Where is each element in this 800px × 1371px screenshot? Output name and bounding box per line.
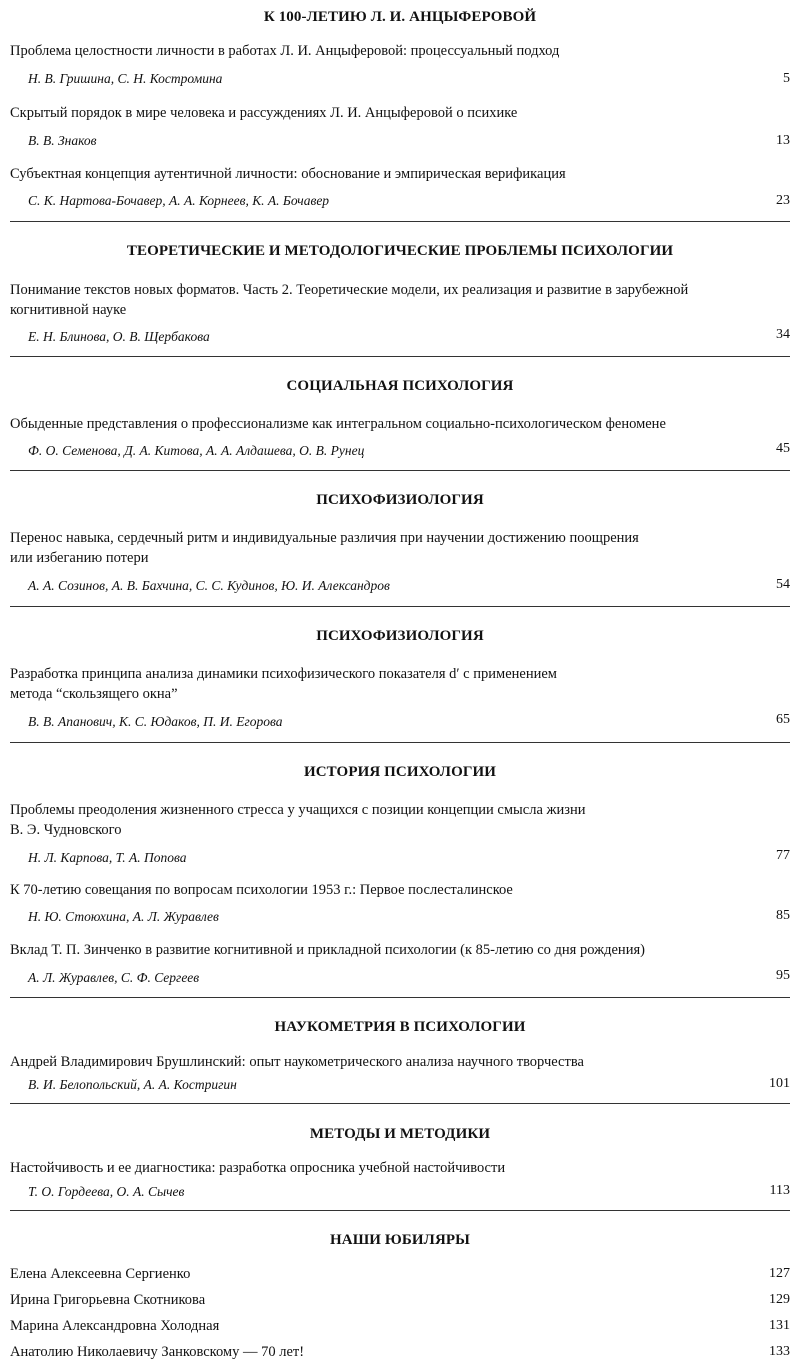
article-authors: Н. Ю. Стоюхина, А. Л. Журавлев: [28, 909, 219, 924]
page-number: 95: [776, 968, 790, 983]
page-number: 34: [776, 327, 790, 342]
page-number: 131: [769, 1318, 790, 1333]
article-title[interactable]: Понимание текстов новых форматов. Часть 2. Теоретические модели, их реализация и развитие в зарубежной: [10, 282, 689, 298]
article-title[interactable]: Перенос навыка, сердечный ритм и индивидуальные различия при научении достижению поощрения: [10, 530, 639, 546]
section-heading: ИСТОРИЯ ПСИХОЛОГИИ: [303, 764, 497, 780]
article-title[interactable]: Обыденные представления о профессионализме как интегральном социально-психологическом феномене: [10, 416, 666, 432]
section-divider: [10, 997, 790, 998]
article-title[interactable]: Проблемы преодоления жизненного стресса у учащихся с позиции концепции смысла жизни: [10, 802, 586, 818]
article-title[interactable]: Скрытый порядок в мире человека и рассуждениях Л. И. Анцыферовой о психике: [10, 105, 518, 121]
section-divider: [10, 1103, 790, 1104]
article-authors: Н. Л. Карпова, Т. А. Попова: [28, 850, 187, 865]
article-title[interactable]: Андрей Владимирович Брушлинский: опыт наукометрического анализа научного творчества: [10, 1054, 584, 1070]
article-authors: Ф. О. Семенова, Д. А. Китова, А. А. Алдашева, О. В. Рунец: [28, 443, 365, 458]
page-number: 77: [776, 848, 790, 863]
jubilee-name[interactable]: Ирина Григорьевна Скотникова: [10, 1292, 206, 1308]
article-authors: Т. О. Гордеева, О. А. Сычев: [28, 1184, 185, 1199]
article-title[interactable]: Проблема целостности личности в работах Л. И. Анцыферовой: процессуальный подход: [10, 43, 560, 59]
article-title[interactable]: Субъектная концепция аутентичной личности: обоснование и эмпирическая верификация: [10, 166, 566, 182]
jubilee-name[interactable]: Анатолию Николаевичу Занковскому — 70 лет!: [10, 1344, 305, 1360]
page-number: 45: [776, 441, 790, 456]
article-title-continued[interactable]: когнитивной науке: [10, 302, 127, 318]
section-heading: К 100-ЛЕТИЮ Л. И. АНЦЫФЕРОВОЙ: [263, 9, 537, 25]
page-number: 65: [776, 712, 790, 727]
section-heading: НАУКОМЕТРИЯ В ПСИХОЛОГИИ: [274, 1019, 526, 1035]
section-heading: ПСИХОФИЗИОЛОГИЯ: [316, 492, 484, 508]
page-number: 127: [769, 1266, 790, 1281]
section-heading: ПСИХОФИЗИОЛОГИЯ: [316, 628, 484, 644]
article-authors: С. К. Нартова-Бочавер, А. А. Корнеев, К. А. Бочавер: [28, 193, 330, 208]
section-divider: [10, 221, 790, 222]
section-heading: НАШИ ЮБИЛЯРЫ: [330, 1232, 470, 1248]
article-authors: В. В. Апанович, К. С. Юдаков, П. И. Егорова: [28, 714, 283, 729]
page-number: 101: [769, 1076, 790, 1091]
page-number: 23: [776, 193, 790, 208]
page-number: 5: [783, 71, 790, 86]
article-authors: А. А. Созинов, А. В. Бахчина, С. С. Кудинов, Ю. И. Александров: [28, 578, 390, 593]
article-title-continued[interactable]: или избеганию потери: [10, 550, 149, 566]
section-divider: [10, 606, 790, 607]
jubilee-name[interactable]: Елена Алексеевна Сергиенко: [10, 1266, 191, 1282]
page-number: 13: [776, 133, 790, 148]
page-number: 113: [769, 1183, 790, 1198]
section-heading: СОЦИАЛЬНАЯ ПСИХОЛОГИЯ: [286, 378, 514, 394]
article-authors: В. В. Знаков: [28, 133, 97, 148]
section-divider: [10, 356, 790, 357]
page-number: 129: [769, 1292, 790, 1307]
section-divider: [10, 1210, 790, 1211]
article-authors: А. Л. Журавлев, С. Ф. Сергеев: [28, 970, 200, 985]
article-title[interactable]: Разработка принципа анализа динамики психофизического показателя d′ с применением: [10, 666, 557, 682]
page-number: 85: [776, 908, 790, 923]
section-heading: МЕТОДЫ И МЕТОДИКИ: [309, 1126, 491, 1142]
article-title[interactable]: К 70-летию совещания по вопросам психологии 1953 г.: Первое послесталинское: [10, 882, 513, 898]
article-title[interactable]: Настойчивость и ее диагностика: разработка опросника учебной настойчивости: [10, 1160, 506, 1176]
article-title-continued[interactable]: В. Э. Чудновского: [10, 822, 122, 838]
page-number: 54: [776, 577, 790, 592]
article-authors: В. И. Белопольский, А. А. Костригин: [28, 1077, 237, 1092]
article-title[interactable]: Вклад Т. П. Зинченко в развитие когнитивной и прикладной психологии (к 85-летию со дня рождения): [10, 942, 645, 958]
section-divider: [10, 742, 790, 743]
article-authors: Н. В. Гришина, С. Н. Костромина: [28, 71, 223, 86]
page-number: 133: [769, 1344, 790, 1359]
article-authors: Е. Н. Блинова, О. В. Щербакова: [28, 329, 210, 344]
article-title-continued[interactable]: метода “скользящего окна”: [10, 686, 178, 702]
section-heading: ТЕОРЕТИЧЕСКИЕ И МЕТОДОЛОГИЧЕСКИЕ ПРОБЛЕМЫ ПСИХОЛОГИИ: [126, 243, 674, 259]
jubilee-name[interactable]: Марина Александровна Холодная: [10, 1318, 220, 1334]
section-divider: [10, 470, 790, 471]
